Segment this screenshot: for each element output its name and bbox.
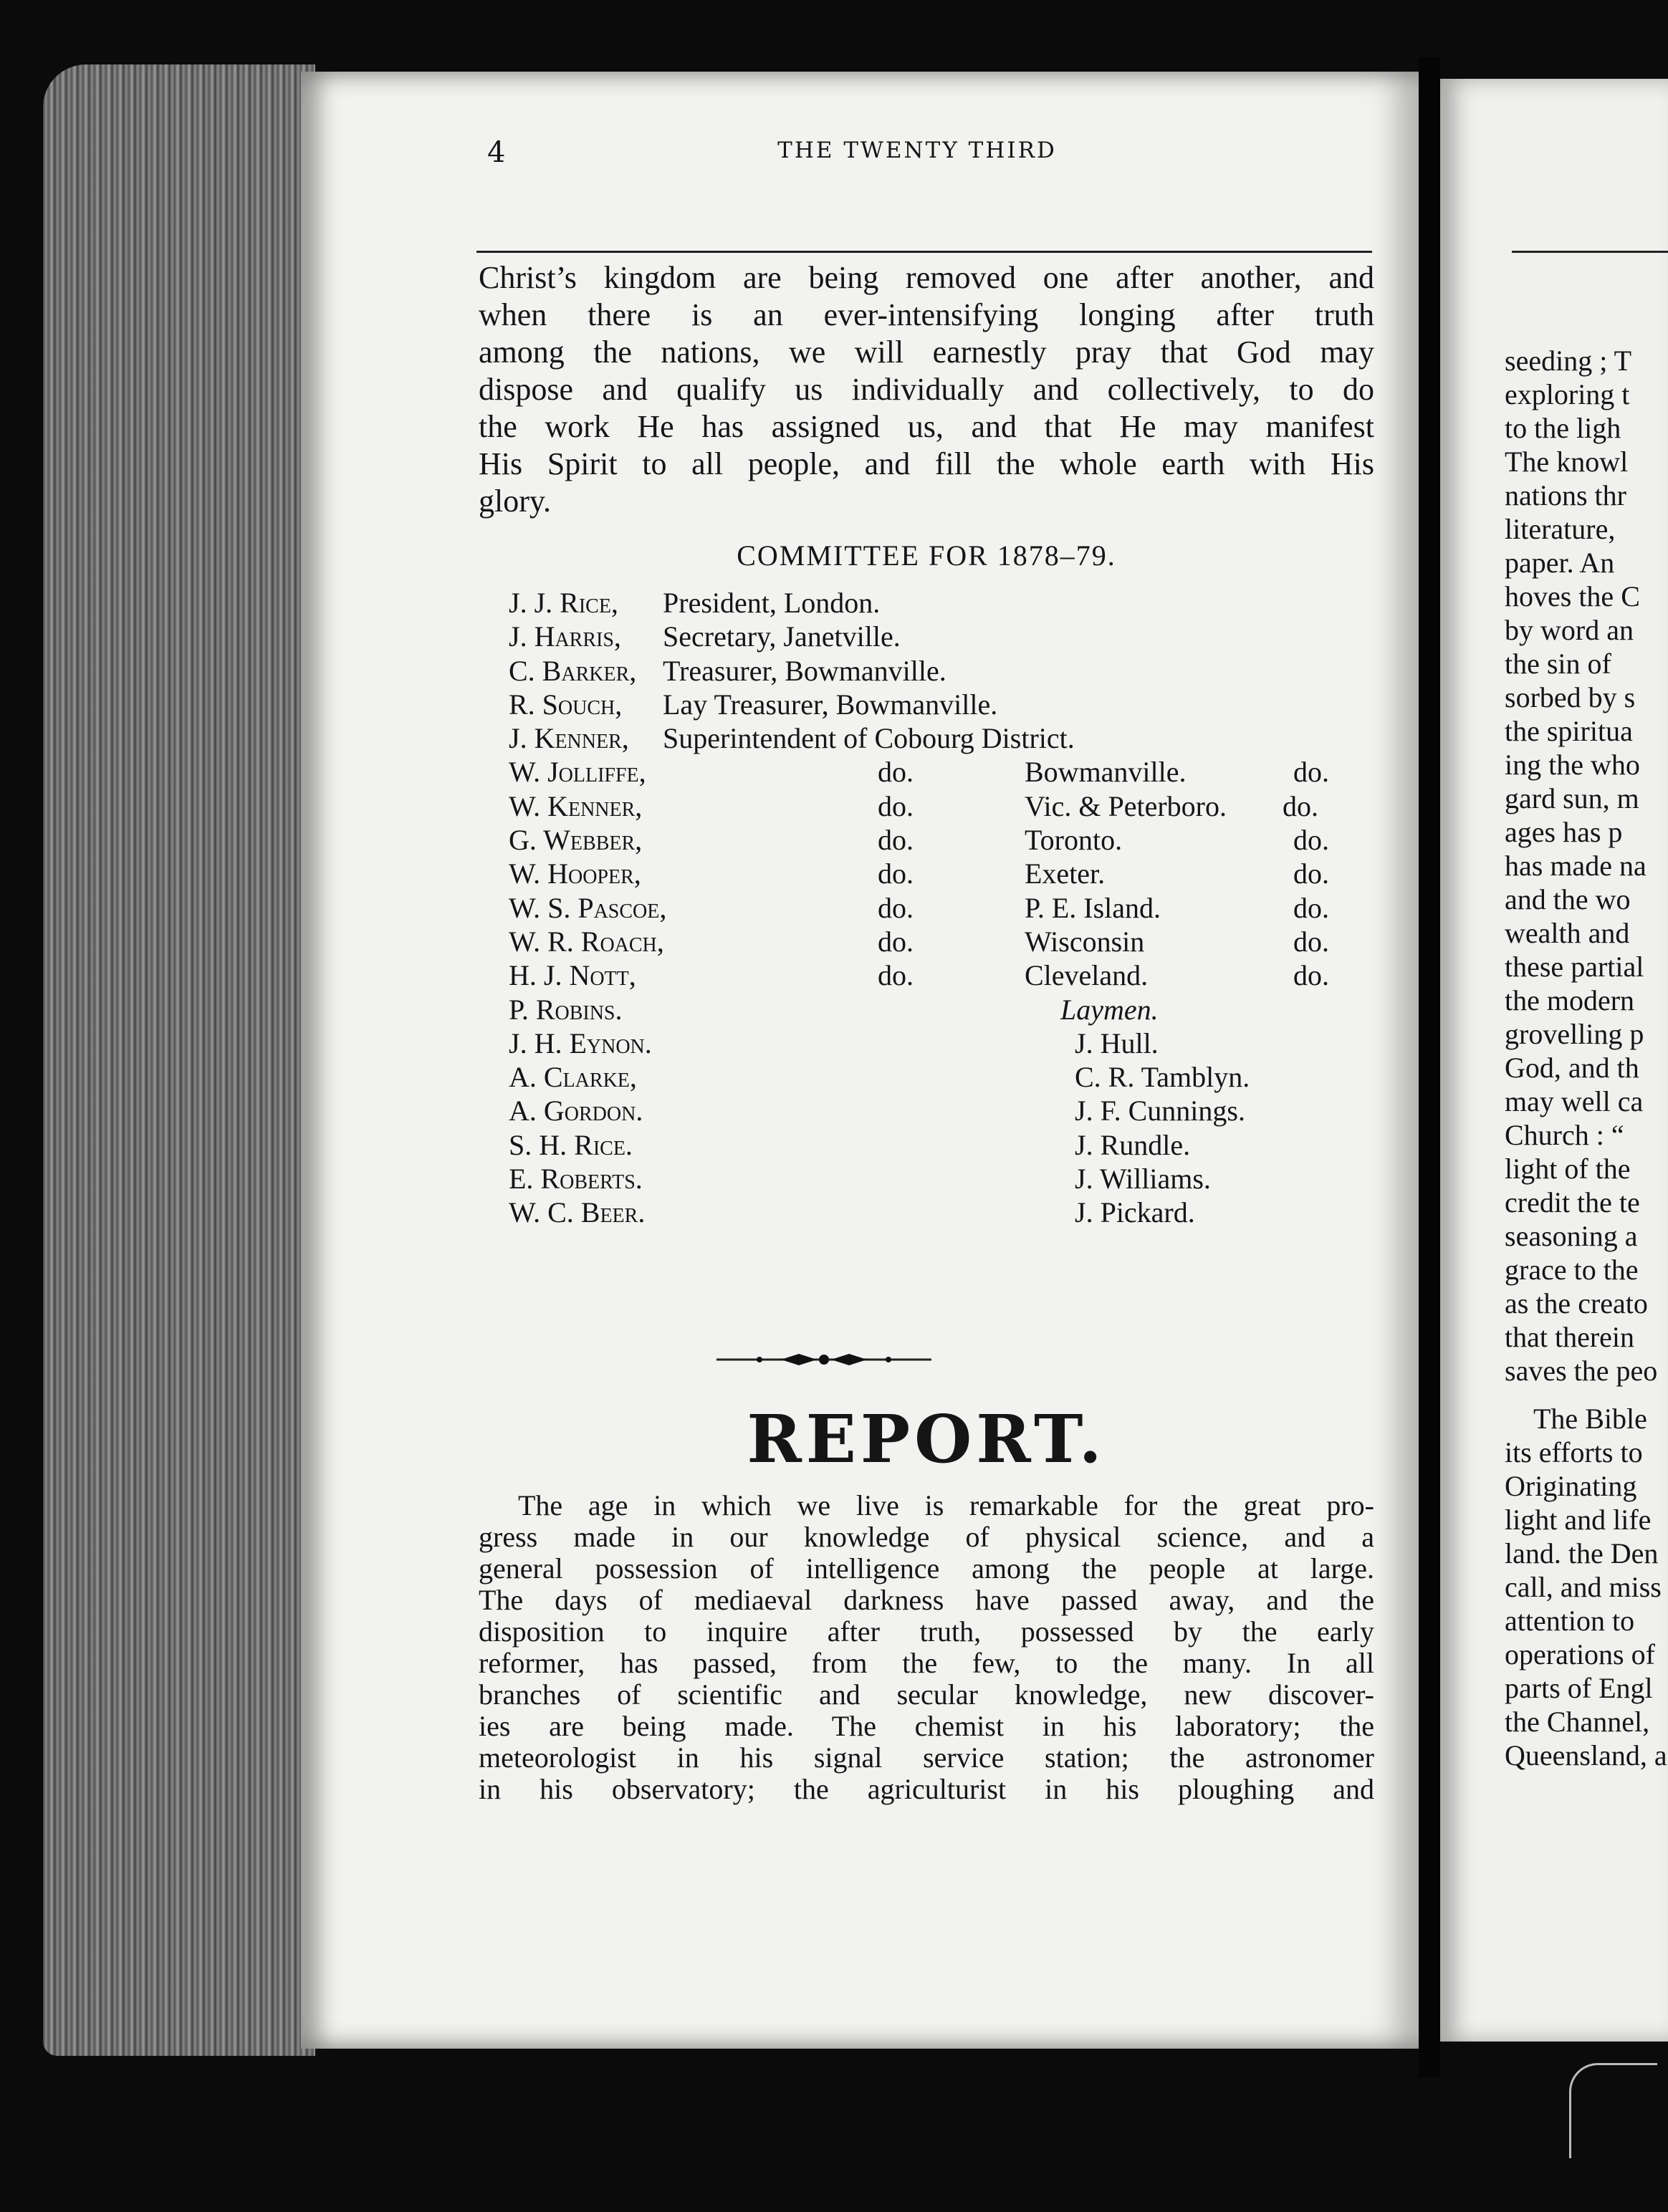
right-text-line: saves the peo <box>1505 1355 1658 1387</box>
right-text-line: these partial <box>1505 951 1644 983</box>
layman-name: C. R. Tamblyn. <box>1075 1061 1250 1094</box>
member-name: A. Clarke, <box>509 1061 637 1094</box>
ditto-mark: do. <box>878 891 914 924</box>
layman-name: J. Hull. <box>1075 1026 1159 1059</box>
right-text-line: literature, <box>1505 513 1616 545</box>
member-name: W. Jolliffe, <box>509 756 646 789</box>
right-text-line: attention to <box>1505 1605 1635 1637</box>
member-name: S. H. Rice. <box>509 1128 633 1161</box>
officer-row <box>509 688 1369 721</box>
member-name: W. R. Roach, <box>509 925 664 958</box>
member-name: W. C. Beer. <box>509 1196 646 1229</box>
right-text-line: nations thr <box>1505 479 1626 511</box>
minister-row <box>509 755 1369 789</box>
right-text-line: seasoning a <box>1505 1220 1638 1252</box>
right-text-line: its efforts to <box>1505 1436 1643 1468</box>
text-line: among the nations, we will earnestly pray that God may <box>479 335 1374 370</box>
right-text-line: to the ligh <box>1505 412 1621 444</box>
ditto-mark: do. <box>1293 925 1329 958</box>
member-name: P. Robins. <box>509 993 623 1026</box>
minister-row <box>509 789 1369 823</box>
layman-row <box>509 1060 1369 1094</box>
text-line: The days of mediaeval darkness have passed away, and the <box>479 1584 1374 1616</box>
text-line: branches of scientific and secular knowledge, new discover- <box>479 1678 1374 1711</box>
member-place: P. E. Island. <box>1025 891 1161 924</box>
member-name: E. Roberts. <box>509 1163 643 1196</box>
right-text-line: paper. An <box>1505 547 1615 579</box>
right-text-line: the Channel, <box>1505 1706 1650 1738</box>
running-title: THE TWENTY THIRD <box>777 138 1057 163</box>
layman-row <box>509 1128 1369 1162</box>
paragraph-gap <box>1505 1388 1668 1402</box>
scan-corner-mark <box>1569 2063 1657 2158</box>
right-text-line: parts of Engl <box>1505 1672 1653 1704</box>
right-text-line: gard sun, m <box>1505 782 1639 814</box>
head-rule <box>476 251 1372 253</box>
right-text-line: light of the <box>1505 1153 1631 1185</box>
right-text-line: and the wo <box>1505 883 1631 915</box>
member-name: W. S. Pascoe, <box>509 891 667 924</box>
text-line: glory. <box>479 484 552 519</box>
right-text-line: the modern <box>1505 984 1635 1016</box>
text-line: disposition to inquire after truth, possessed by the early <box>479 1615 1374 1648</box>
ditto-mark: do. <box>1293 756 1329 789</box>
right-text-line: call, and miss <box>1505 1571 1662 1603</box>
text-line: His Spirit to all people, and fill the whole earth with His <box>479 446 1374 481</box>
text-line: in his observatory; the agriculturist in his ploughing and <box>479 1773 1374 1805</box>
right-text-line: The knowl <box>1505 446 1629 478</box>
right-text-line: credit the te <box>1505 1186 1640 1218</box>
right-text-line: operations of <box>1505 1638 1655 1670</box>
layman-row <box>509 1026 1369 1060</box>
member-name: A. Gordon. <box>509 1095 643 1127</box>
member-name: W. Hooper, <box>509 857 641 890</box>
right-text-line: Church : “ <box>1505 1119 1624 1151</box>
right-text-line: sorbed by s <box>1505 681 1636 713</box>
report-paragraph <box>479 1490 1374 1805</box>
book-gutter <box>1419 57 1440 2077</box>
laymen-heading: Laymen. <box>1060 993 1159 1026</box>
text-line: ies are being made. The chemist in his laboratory; the <box>479 1710 1374 1742</box>
right-text-line: ing the who <box>1505 749 1640 781</box>
right-text-line: by word an <box>1505 614 1634 646</box>
right-text-line: may well ca <box>1505 1085 1644 1117</box>
member-place: Vic. & Peterboro. <box>1025 789 1227 822</box>
minister-row <box>509 823 1369 857</box>
member-office: President, London. <box>663 587 881 619</box>
ditto-mark: do. <box>1293 959 1329 992</box>
member-name: R. Souch, <box>509 688 623 721</box>
layman-name: J. Pickard. <box>1075 1196 1195 1229</box>
officer-row <box>509 620 1369 653</box>
minister-row <box>509 958 1369 992</box>
text-line: when there is an ever-intensifying longing after truth <box>479 297 1374 332</box>
ditto-mark: do. <box>878 959 914 992</box>
ditto-mark: do. <box>878 756 914 789</box>
book-page-edges <box>43 64 315 2056</box>
ditto-mark: do. <box>1293 857 1329 890</box>
right-text-line: land. the Den <box>1505 1537 1659 1569</box>
right-text-line: has made na <box>1505 850 1647 882</box>
right-text-line: the spiritua <box>1505 715 1633 747</box>
layman-row <box>509 1094 1369 1127</box>
member-name: J. Kenner, <box>509 722 629 755</box>
right-page-text <box>1505 344 1668 1772</box>
ditto-mark: do. <box>878 925 914 958</box>
report-title: REPORT. <box>747 1400 1106 1478</box>
ditto-mark: do. <box>878 824 914 857</box>
layman-row <box>509 993 1369 1026</box>
member-office: Secretary, Janetville. <box>663 620 901 653</box>
intro-paragraph <box>479 259 1374 520</box>
text-line: the work He has assigned us, and that He may manifest <box>479 409 1374 444</box>
text-line: dispose and qualify us individually and collectively, to do <box>479 372 1374 407</box>
right-text-line: Originating <box>1505 1470 1637 1502</box>
minister-row <box>509 857 1369 890</box>
ditto-mark: do. <box>1293 891 1329 924</box>
right-text-line: seeding ; T <box>1505 345 1632 377</box>
ditto-mark: do. <box>1283 789 1318 822</box>
member-place: Wisconsin <box>1025 925 1145 958</box>
right-text-line: that therein <box>1505 1321 1635 1353</box>
member-name: H. J. Nott, <box>509 959 636 992</box>
layman-row <box>509 1196 1369 1229</box>
officer-row <box>509 654 1369 688</box>
member-place: Toronto. <box>1025 824 1123 857</box>
right-head-rule <box>1512 251 1668 253</box>
right-page <box>1440 79 1668 2042</box>
text-line: The age in which we live is remarkable for the great pro- <box>518 1489 1374 1521</box>
right-text-line: the sin of <box>1505 648 1611 680</box>
right-text-line: grovelling p <box>1505 1018 1644 1050</box>
member-office: Treasurer, Bowmanville. <box>663 654 946 687</box>
minister-row <box>509 925 1369 958</box>
layman-name: J. F. Cunnings. <box>1075 1095 1245 1127</box>
member-name: W. Kenner, <box>509 789 643 822</box>
text-line: general possession of intelligence among the people at large. <box>479 1552 1374 1585</box>
right-text-line: ages has p <box>1505 816 1623 848</box>
right-text-line: wealth and <box>1505 917 1630 949</box>
member-office: Lay Treasurer, Bowmanville. <box>663 688 998 721</box>
ditto-mark: do. <box>878 789 914 822</box>
right-text-line: The Bible <box>1533 1403 1647 1435</box>
text-line: Christ’s kingdom are being removed one after another, and <box>479 260 1374 295</box>
officer-row <box>509 586 1369 620</box>
member-place: Exeter. <box>1025 857 1106 890</box>
text-line: reformer, has passed, from the few, to the many. In all <box>479 1647 1374 1679</box>
right-text-line: exploring t <box>1505 378 1630 410</box>
right-text-line: light and life <box>1505 1504 1652 1536</box>
member-place: Cleveland. <box>1025 959 1149 992</box>
right-text-line: grace to the <box>1505 1254 1639 1286</box>
member-name: J. J. Rice, <box>509 587 618 619</box>
member-name: G. Webber, <box>509 824 643 857</box>
member-place: Bowmanville. <box>1025 756 1187 789</box>
ornament-rule <box>716 1347 931 1372</box>
text-line: gress made in our knowledge of physical science, and a <box>479 1521 1374 1553</box>
committee-list <box>509 586 1369 1230</box>
right-text-line: Queensland, a <box>1505 1739 1667 1771</box>
member-name: J. Harris, <box>509 620 621 653</box>
officer-row <box>509 721 1369 755</box>
member-name: J. H. Eynon. <box>509 1026 652 1059</box>
layman-name: J. Rundle. <box>1075 1128 1191 1161</box>
layman-row <box>509 1162 1369 1196</box>
right-text-line: God, and th <box>1505 1052 1639 1084</box>
right-text-line: as the creato <box>1505 1287 1648 1319</box>
member-office: Superintendent of Cobourg District. <box>663 722 1075 755</box>
committee-heading: COMMITTEE FOR 1878–79. <box>737 539 1116 572</box>
running-head <box>186 136 1275 179</box>
ditto-mark: do. <box>878 857 914 890</box>
text-line: meteorologist in his signal service station; the astronomer <box>479 1741 1374 1774</box>
minister-row <box>509 891 1369 925</box>
right-text-line: hoves the C <box>1505 580 1640 612</box>
page-number: 4 <box>487 136 506 169</box>
layman-name: J. Williams. <box>1075 1163 1211 1196</box>
member-name: C. Barker, <box>509 654 637 687</box>
ditto-mark: do. <box>1293 824 1329 857</box>
